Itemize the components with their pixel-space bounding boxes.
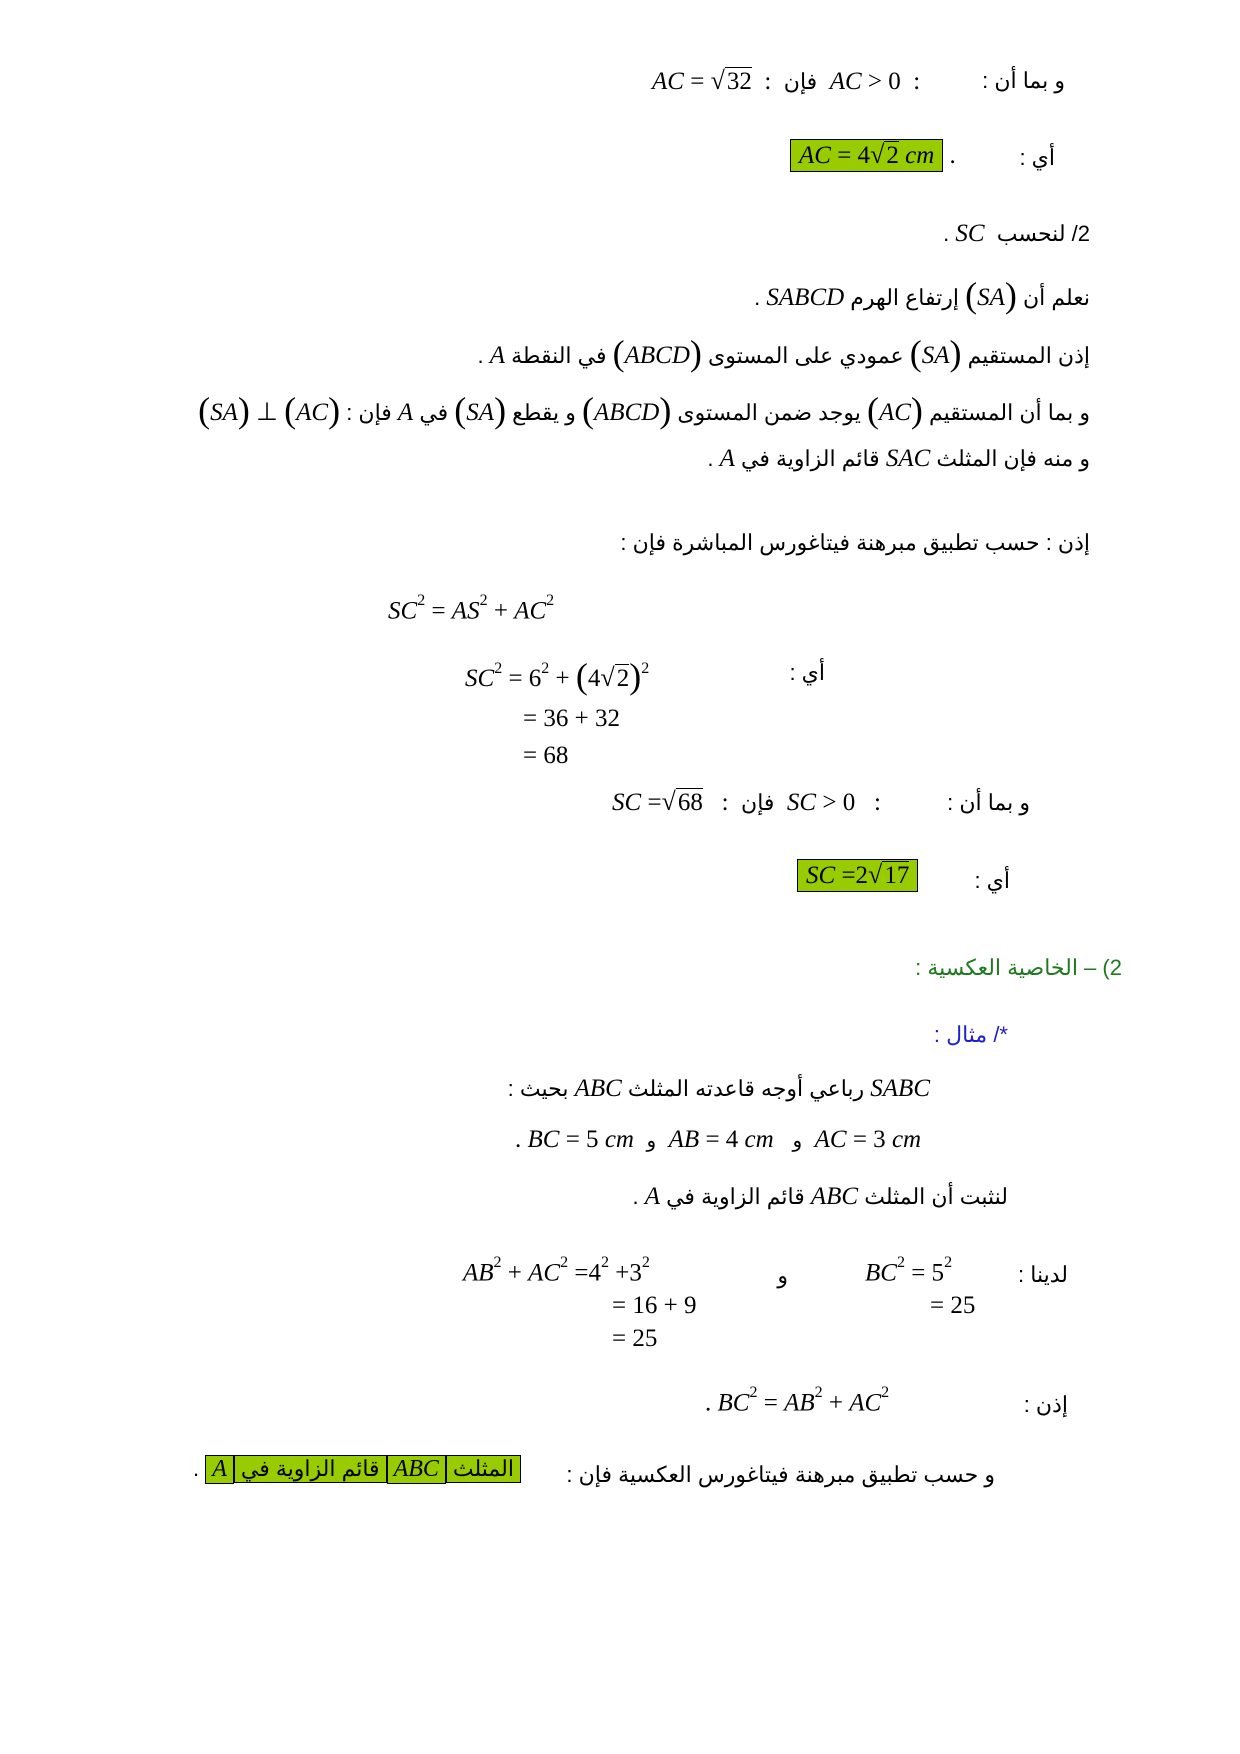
math-sc-sqrt68: SC =√68 : فإن SC > 0 : <box>612 787 881 816</box>
text-sa-perp-plane: إذن المستقيم (SA) عمودي على المستوى (ABCD) في النقطة A . <box>477 333 1090 373</box>
text-we-have: لدينا : <box>1018 1262 1068 1287</box>
math-ac-sqrt32: AC = √32 : فإن AC > 0 : <box>652 66 921 95</box>
example-title: */ مثال : <box>933 1022 1008 1047</box>
math-side-lengths: . BC = 5 cm و AB = 4 cm و AC = 3 cm <box>515 1126 922 1153</box>
text-converse-theorem: و حسب تطبيق مبرهنة فيتاغورس العكسية فإن : <box>566 1462 995 1487</box>
cell-right-angle-at: قائم الزاوية في <box>234 1455 387 1483</box>
text-therefore: إذن : <box>1023 1392 1068 1417</box>
cell-abc: ABC <box>387 1455 446 1484</box>
text-tetrahedron: SABC رباعي أوجه قاعدته المثلث ABC بحيث : <box>507 1075 930 1102</box>
text-ie-1: أي : <box>1019 145 1055 170</box>
eq-pythagoras-holds: . $BC^2 = AB^2 + AC^2$ <box>705 1384 890 1417</box>
text-and: و <box>777 1263 788 1288</box>
cell-triangle: المثلث <box>446 1455 521 1483</box>
section-title-converse: 2) – الخاصية العكسية : <box>915 955 1122 980</box>
text-since-2: و بما أن : <box>947 790 1030 815</box>
text-sac-right: و منه فإن المثلث SAC قائم الزاوية في A . <box>707 445 1090 472</box>
text-since: و بما أن : <box>982 68 1065 93</box>
text-sa-height: نعلم أن (SA) إرتفاع الهرم SABCD . <box>754 275 1090 315</box>
result-triangle-right-box: المثلثABCقائم الزاوية فيA . <box>193 1455 521 1484</box>
eq-ab-ac-squared: $AB^2 + AC^2 =4^2 +3^2$ <box>463 1254 650 1287</box>
text-ie-3: أي : <box>974 868 1010 893</box>
eq-result-68: = 68 <box>523 742 569 769</box>
eq-sum-16-9: = 16 + 9 <box>612 1292 697 1319</box>
cell-a: A <box>205 1455 234 1484</box>
text-compute-sc: 2/ لنحسب SC . <box>943 220 1090 247</box>
eq-sc-squared: $SC^2 = AS^2 + AC^2$ <box>388 592 555 625</box>
eq-substitution: $SC^2 = 6^2 + (4√2)^2$ <box>465 656 650 696</box>
eq-bc-result: = 25 <box>930 1292 976 1319</box>
text-ie-2: أي : <box>789 660 825 685</box>
eq-sum-result: = 25 <box>612 1325 658 1352</box>
text-pythagoras: إذن : حسب تطبيق مبرهنة فيتاغورس المباشرة فإن : <box>620 530 1090 555</box>
text-ac-in-plane: و بما أن المستقيم (AC) يوجد ضمن المستوى (ABCD) و يقطع (SA) في A فإن : (AC) ⊥ (SA) <box>198 390 1090 430</box>
eq-bc-squared: $BC^2 = 5^2$ <box>865 1254 953 1287</box>
result-ac-box: AC = 4√2 cm . <box>790 140 956 170</box>
result-sc-box: SC =2√17 <box>797 860 918 890</box>
eq-sum: = 36 + 32 <box>523 705 620 732</box>
text-prove-right: لنثبت أن المثلث ABC قائم الزاوية في A . <box>632 1183 1008 1210</box>
